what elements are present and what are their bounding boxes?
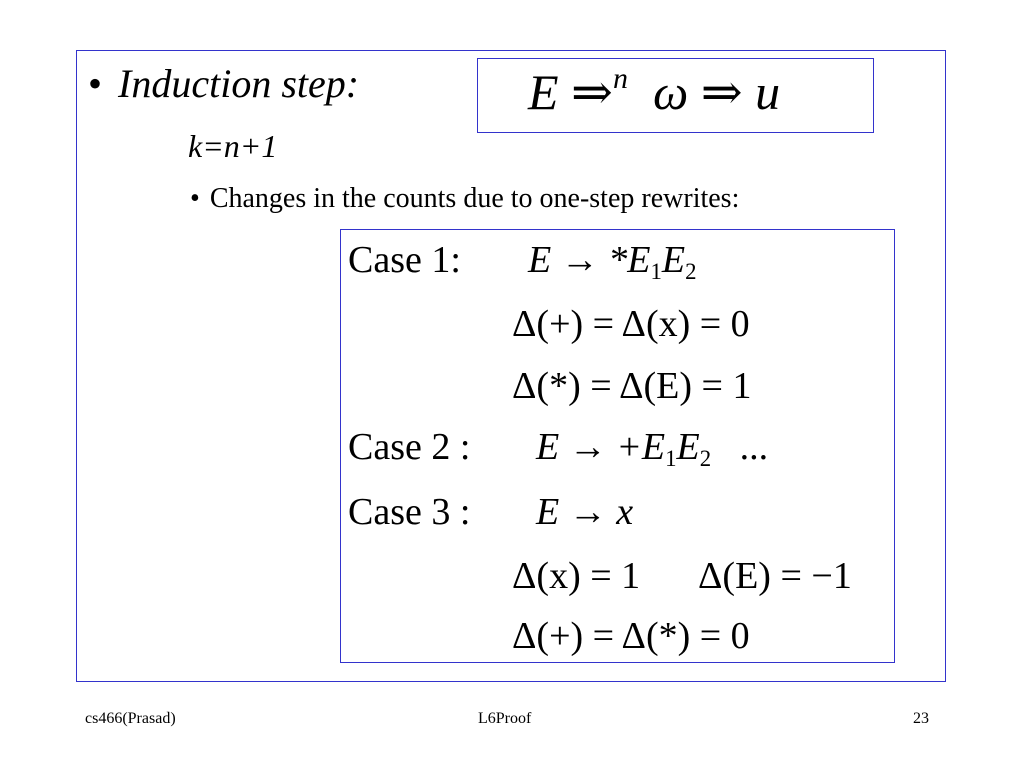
derivation-formula-box xyxy=(477,58,874,133)
case3-rule-rhs: x xyxy=(616,491,634,533)
sub-bullet-line xyxy=(190,183,739,215)
footer-page-number: 23 xyxy=(913,710,929,727)
case3-rule xyxy=(536,490,633,534)
footer-course: cs466(Prasad) xyxy=(85,710,176,727)
case2-label: Case 2 : xyxy=(348,426,471,468)
case2-rule-sub2: 2 xyxy=(699,445,712,471)
case1-equation-1: Δ(+) = Δ(x) = 0 xyxy=(512,303,750,345)
heading-text: Induction step: xyxy=(118,61,360,106)
case3-rule-lhs: E xyxy=(536,491,560,533)
formula-E: E xyxy=(528,64,559,120)
case3-equation-1a: Δ(x) = 1 xyxy=(512,555,641,597)
heading-bullet: • xyxy=(88,61,103,106)
formula-omega: ω xyxy=(652,64,689,120)
case3-label: Case 3 : xyxy=(348,491,471,533)
case2-rule xyxy=(536,425,768,469)
formula-arrow-2: ⇒ xyxy=(700,64,743,120)
case2-rule-lhs: E xyxy=(536,426,560,468)
footer-lecture: L6Proof xyxy=(478,710,532,727)
case2-rule-arrow: → xyxy=(568,426,607,468)
case1-rule-sub2: 2 xyxy=(685,258,697,284)
case3-equation-2: Δ(+) = Δ(*) = 0 xyxy=(512,615,750,657)
case1-rule-e2: E xyxy=(661,239,686,281)
case2-rule-sub1: 1 xyxy=(665,445,677,471)
case1-rule-e1: *E xyxy=(608,239,651,281)
sub-bullet-text: Changes in the counts due to one-step rewrites: xyxy=(209,183,740,214)
case1-equation-2: Δ(*) = Δ(E) = 1 xyxy=(512,365,752,407)
case2-rule-e1: +E xyxy=(616,426,666,468)
formula-n: n xyxy=(612,62,628,95)
case3-rule-arrow: → xyxy=(568,491,607,533)
formula-u: u xyxy=(755,64,781,120)
case3-equation-1b: Δ(E) = −1 xyxy=(698,555,852,597)
sub-bullet: • xyxy=(190,183,200,214)
case1-rule-arrow: → xyxy=(560,239,599,281)
case2-rule-ellipsis: ... xyxy=(739,426,769,468)
case1-label: Case 1: xyxy=(348,239,461,281)
case1-rule-sub1: 1 xyxy=(650,258,662,284)
derivation-formula xyxy=(528,63,780,121)
case2-rule-e2: E xyxy=(676,426,700,468)
formula-arrow: ⇒ xyxy=(571,64,613,120)
case1-rule-lhs: E xyxy=(528,239,552,281)
heading-line xyxy=(88,60,359,107)
case1-rule xyxy=(528,238,696,282)
k-equals-line: k=n+1 xyxy=(188,128,278,164)
